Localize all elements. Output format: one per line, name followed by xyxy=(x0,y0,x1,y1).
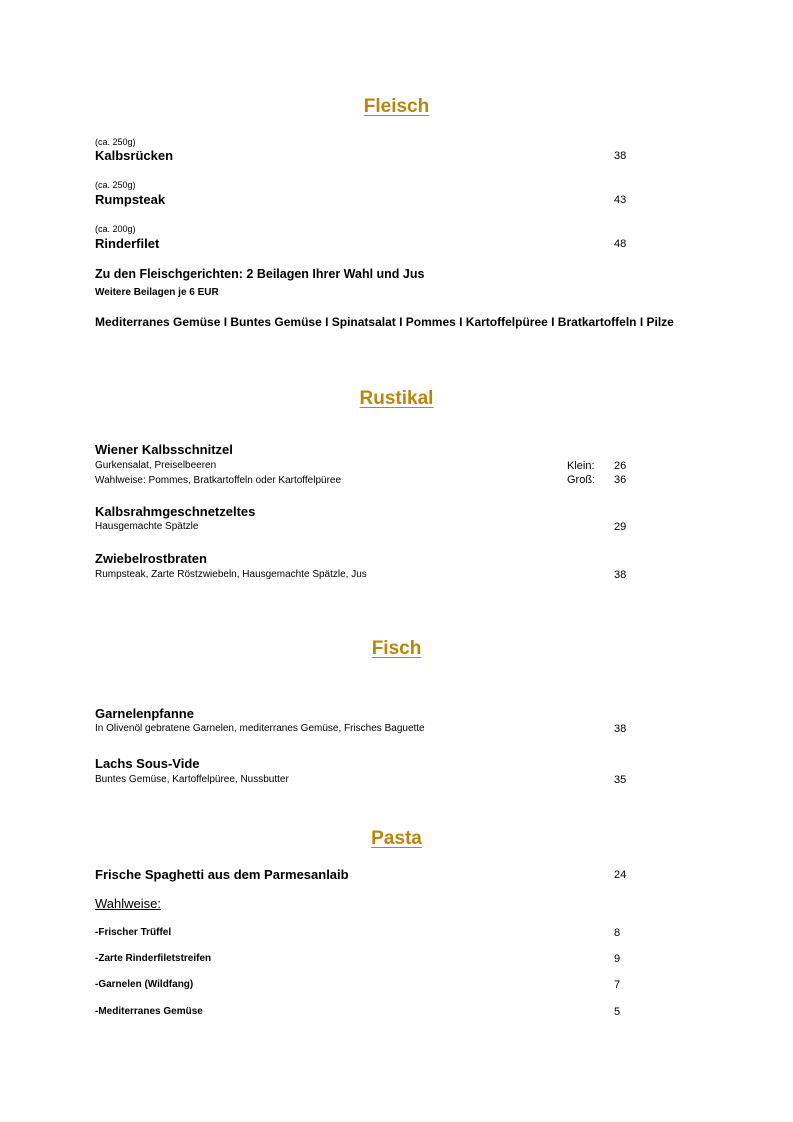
dish-description: Gurkensalat, Preiselbeeren xyxy=(95,460,217,471)
extra-price: 5 xyxy=(614,1006,621,1018)
dish-price: 24 xyxy=(614,869,627,881)
options-label: Wahlweise: xyxy=(95,896,161,911)
dish-description: Buntes Gemüse, Kartoffelpüree, Nussbutter xyxy=(95,774,289,785)
portion-size-large: Groß: xyxy=(567,474,596,486)
dish-name: Zwiebelrostbraten xyxy=(95,551,207,566)
dish-description: Hausgemachte Spätzle xyxy=(95,521,199,532)
extra-option: -Frischer Trüffel xyxy=(95,927,172,938)
extra-sides-price-note: Weitere Beilagen je 6 EUR xyxy=(95,287,219,298)
item-weight: (ca. 250g) xyxy=(95,137,136,147)
item-weight: (ca. 200g) xyxy=(95,224,136,234)
dish-name: Kalbsrücken xyxy=(95,148,174,163)
dish-name: Lachs Sous-Vide xyxy=(95,756,200,771)
section-title-rustikal: Rustikal xyxy=(359,388,434,409)
dish-price: 38 xyxy=(614,569,627,581)
item-weight: (ca. 250g) xyxy=(95,180,136,190)
dish-description: Wahlweise: Pommes, Bratkartoffeln oder Kartoffelpüree xyxy=(95,475,342,486)
dish-name: Frische Spaghetti aus dem Parmesanlaib xyxy=(95,867,349,882)
section-title-pasta: Pasta xyxy=(371,828,422,849)
dish-price: 35 xyxy=(614,774,627,786)
dish-name: Wiener Kalbsschnitzel xyxy=(95,442,233,457)
dish-name: Garnelenpfanne xyxy=(95,706,194,721)
dish-name: Rumpsteak xyxy=(95,192,166,207)
dish-price: 38 xyxy=(614,723,627,735)
section-title-fleisch: Fleisch xyxy=(363,96,430,117)
side-dishes-list: Mediterranes Gemüse I Buntes Gemüse I Spinatsalat I Pommes I Kartoffelpüree I Bratkartoffeln I Pilze xyxy=(95,315,674,329)
dish-price: 36 xyxy=(614,474,627,486)
extra-option: -Zarte Rinderfiletstreifen xyxy=(95,953,212,964)
portion-size-small: Klein: xyxy=(567,460,595,472)
dish-price: 26 xyxy=(614,460,627,472)
section-title-fisch: Fisch xyxy=(371,638,422,659)
dish-price: 38 xyxy=(614,150,627,162)
dish-price: 29 xyxy=(614,521,627,533)
dish-description: In Olivenöl gebratene Garnelen, mediterranes Gemüse, Frisches Baguette xyxy=(95,723,425,734)
dish-price: 48 xyxy=(614,238,627,250)
dish-price: 43 xyxy=(614,194,627,206)
side-dish-note: Zu den Fleischgerichten: 2 Beilagen Ihrer Wahl und Jus xyxy=(95,267,425,281)
extra-option: -Mediterranes Gemüse xyxy=(95,1006,203,1017)
dish-description: Rumpsteak, Zarte Röstzwiebeln, Hausgemachte Spätzle, Jus xyxy=(95,569,367,580)
extra-price: 7 xyxy=(614,979,621,991)
extra-option: -Garnelen (Wildfang) xyxy=(95,979,194,990)
extra-price: 8 xyxy=(614,927,621,939)
dish-name: Rinderfilet xyxy=(95,236,160,251)
extra-price: 9 xyxy=(614,953,621,965)
dish-name: Kalbsrahmgeschnetzeltes xyxy=(95,504,256,519)
